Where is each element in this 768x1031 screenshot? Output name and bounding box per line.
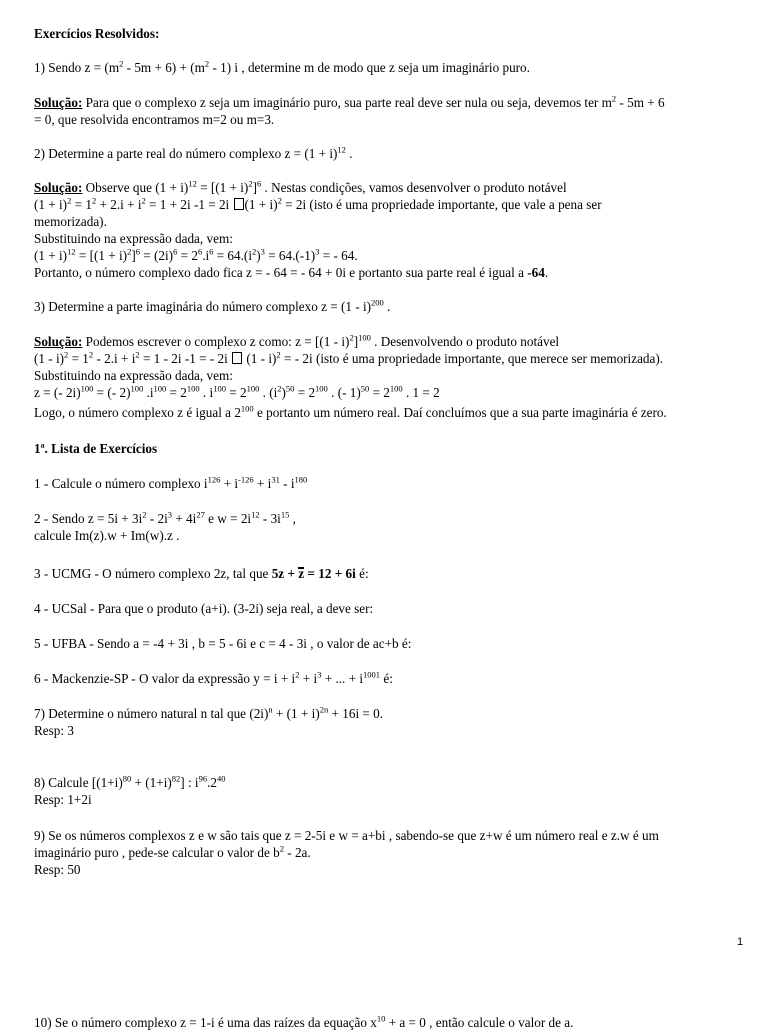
exercise-1: 1 - Calcule o número complexo $i^{126} + i^{-126} + i^{31} - i^{180}$: [34, 474, 308, 491]
exercise-6: 6 - Mackenzie-SP - O valor da expressão $y = i + i^2 + i^3$ + ... + $i^{1001}$ é:: [34, 669, 393, 686]
solution-2-line-2: $(1 + i)^2 = 1^2 + 2.i + i^2 = 1 + 2i$ -1 = 2i $(1 + i)^2 = 2i$ (isto é uma propriedade importante, que vale a pena ser: [34, 195, 602, 212]
solution-3-line-1: Solução: Podemos escrever o complexo z como: z = [(1 - i)$^2$]$^{100}$ . Desenvolvendo o produto notável: [34, 332, 560, 349]
exercise-9-line-1: 9) Se os números complexos z e w são tais que z = 2-5i e w = a+bi , sabendo-se que z+w é um número real e z.w é um: [34, 828, 659, 843]
solution-2-line-5: $(1 + i)^{12} = [(1 + i)^2]^6 = (2i)^6 = 2^6.i^6 = 64.(i^2)^3 = 64.(-1)^3$ = - 64.: [34, 246, 358, 263]
solution-3-line-5: Logo, o número complexo z é igual a $2^{100}$ e portanto um número real. Daí concluímos que a sua parte imaginária é zero.: [34, 403, 667, 420]
solution-1-line-1: Solução: Para que o complexo z seja um imaginário puro, sua parte real deve ser nula ou seja, devemos ter $m^2 - 5m + 6$: [34, 93, 665, 110]
question-1: 1) Sendo $z = (m^2 - 5m + 6) + (m^2 - 1)$ i , determine m de modo que z seja um imaginário puro.: [34, 58, 530, 75]
question-2: 2) Determine a parte real do número complexo $z = (1 + i)^{12}$ .: [34, 144, 353, 161]
implies-symbol-box: [234, 198, 244, 210]
solution-2-line-3: memorizada).: [34, 214, 107, 229]
solution-2-line-4: Substituindo na expressão dada, vem:: [34, 231, 233, 246]
implies-symbol-box: [232, 352, 242, 364]
exercise-5: 5 - UFBA - Sendo a = -4 + 3i , b = 5 - 6i e c = 4 - 3i , o valor de ac+b é:: [34, 636, 412, 651]
z-conjugate: z: [298, 566, 305, 581]
exercise-2-line-2: calcule Im(z).w + Im(w).z .: [34, 528, 180, 543]
exercise-8: 8) Calcule $[(1+i)^{80} + (1+i)^{82}]$ : $i^{96}.2^{40}$: [34, 773, 226, 790]
question-3: 3) Determine a parte imaginária do número complexo z = (1 - i)$^{200}$ .: [34, 297, 391, 314]
solution-1-line-2: = 0, que resolvida encontramos m=2 ou m=3.: [34, 112, 275, 127]
solution-3-line-2: $(1 - i)^2 = 1^2 - 2.i + i^2 = 1 - 2i$ -1 = - 2i (1 - i)$^2$ = - 2i (isto é uma propriedade importante, que merece ser memorizada).: [34, 349, 664, 366]
exercise-2-line-1: 2 - Sendo $z = 5i + 3i^2 - 2i^3 + 4i^{27}$ e $w = 2i^{12} - 3i^{15}$ ,: [34, 509, 296, 526]
exercise-9-answer: Resp: 50: [34, 862, 81, 877]
list-title: 1ª. Lista de Exercícios: [34, 441, 158, 456]
page-number: 1: [737, 936, 744, 948]
solution-3-line-4: z = (- 2i)$^{100}$ = (- 2)$^{100}$ $.i^{100} = 2^{100}$ . $i^{100} = 2^{100}$ . $(i^2)^{50} = 2^{100}$ . (- $1)^{50} = 2^{100}$ . 1 = 2: [34, 383, 440, 400]
exercise-10-cut-line: 10) Se o número complexo z = 1-i é uma das raízes da equação $x^{10} + a = 0$ , então calcule o valor de a.: [34, 1013, 574, 1030]
exercise-8-answer: Resp: 1+2i: [34, 792, 92, 807]
solution-2-line-6: Portanto, o número complexo dado fica z = - 64 = - 64 + 0i e portanto sua parte real é igual a -64.: [34, 265, 549, 280]
exercise-7: 7) Determine o número natural n tal que $(2i)^n + (1 + i)^{2n} + 16i = 0$.: [34, 704, 384, 721]
solution-3-line-3: Substituindo na expressão dada, vem:: [34, 368, 233, 383]
section-title: Exercícios Resolvidos:: [34, 26, 160, 41]
exercise-9-line-2: imaginário puro , pede-se calcular o valor de $b^2 - 2a$.: [34, 843, 311, 860]
exercise-4: 4 - UCSal - Para que o produto (a+i). (3-2i) seja real, a deve ser:: [34, 601, 374, 616]
solution-2-line-1: Solução: Observe que $(1 + i)^{12} = [(1 + i)^2]^6$ . Nestas condições, vamos desenvolver o produto notável: [34, 178, 567, 195]
exercise-7-answer: Resp: 3: [34, 723, 74, 738]
exercise-3: 3 - UCMG - O número complexo 2z, tal que 5z + z = 12 + 6i é:: [34, 566, 369, 581]
